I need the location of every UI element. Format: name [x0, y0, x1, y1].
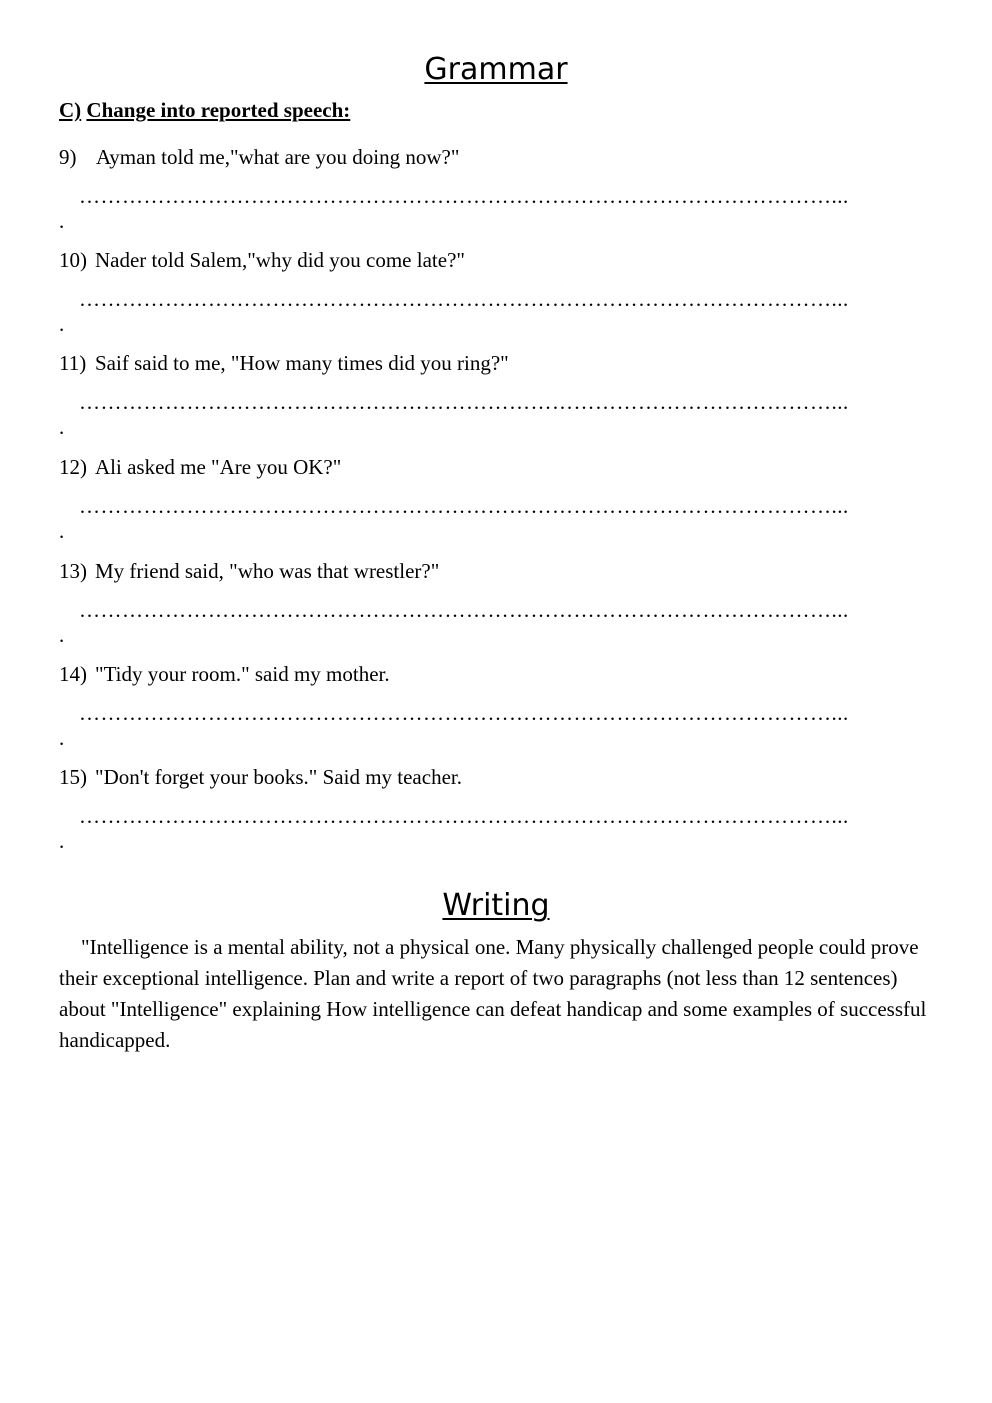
question-line: [59, 247, 465, 273]
question-number: 9): [59, 145, 77, 169]
answer-line[interactable]: ……………………………………………………………………………………………...: [79, 184, 849, 208]
grammar-title-text: Grammar: [424, 52, 568, 87]
question-line: [59, 764, 462, 790]
answer-line[interactable]: ……………………………………………………………………………………………...: [79, 494, 849, 518]
question-line: [59, 454, 341, 480]
answer-tail-dot: .: [59, 829, 65, 853]
question-item: [59, 454, 939, 554]
question-number: 11): [59, 351, 87, 375]
answer-line[interactable]: ……………………………………………………………………………………………...: [79, 598, 849, 622]
question-number: 10): [59, 248, 87, 272]
writing-title: [0, 888, 992, 924]
answer-tail-dot: .: [59, 415, 65, 439]
answer-line[interactable]: ……………………………………………………………………………………………...: [79, 287, 849, 311]
answer-tail-dot: .: [59, 519, 65, 543]
question-item: [59, 558, 939, 658]
grammar-title: [0, 52, 992, 88]
question-item: [59, 764, 939, 864]
answer-tail-dot: .: [59, 209, 65, 233]
writing-title-text: Writing: [442, 888, 550, 923]
grammar-instruction: [59, 97, 350, 123]
answer-line[interactable]: ……………………………………………………………………………………………...: [79, 390, 849, 414]
instruction-letter: C): [59, 98, 82, 122]
question-item: [59, 247, 939, 347]
question-text: Ali asked me "Are you OK?": [95, 455, 342, 479]
question-number: 12): [59, 455, 87, 479]
question-text: Saif said to me, "How many times did you ring?": [95, 351, 509, 375]
question-line: [59, 144, 459, 170]
question-line: [59, 558, 439, 584]
question-text: "Tidy your room." said my mother.: [95, 662, 390, 686]
answer-line[interactable]: ……………………………………………………………………………………………...: [79, 804, 849, 828]
answer-tail-dot: .: [59, 726, 65, 750]
question-item: [59, 144, 939, 244]
question-text: Ayman told me,"what are you doing now?": [96, 145, 460, 169]
question-line: [59, 661, 390, 687]
question-number: 15): [59, 765, 87, 789]
question-item: [59, 350, 939, 450]
question-text: My friend said, "who was that wrestler?": [95, 559, 440, 583]
question-text: Nader told Salem,"why did you come late?": [95, 248, 465, 272]
question-number: 14): [59, 662, 87, 686]
writing-prompt: "Intelligence is a mental ability, not a physical one. Many physically challenged people could prove their exceptional intelligence. Plan and write a report of two paragraphs (not less than 12 sentences) about "Intelligence" explaining How intelligence can defeat handicap and some examples of successful handicapped.: [59, 935, 927, 1052]
question-item: [59, 661, 939, 761]
question-text: "Don't forget your books." Said my teacher.: [95, 765, 462, 789]
question-line: [59, 350, 509, 376]
instruction-text: Change into reported speech:: [86, 98, 351, 122]
question-number: 13): [59, 559, 87, 583]
answer-line[interactable]: ……………………………………………………………………………………………...: [79, 701, 849, 725]
answer-tail-dot: .: [59, 623, 65, 647]
answer-tail-dot: .: [59, 312, 65, 336]
